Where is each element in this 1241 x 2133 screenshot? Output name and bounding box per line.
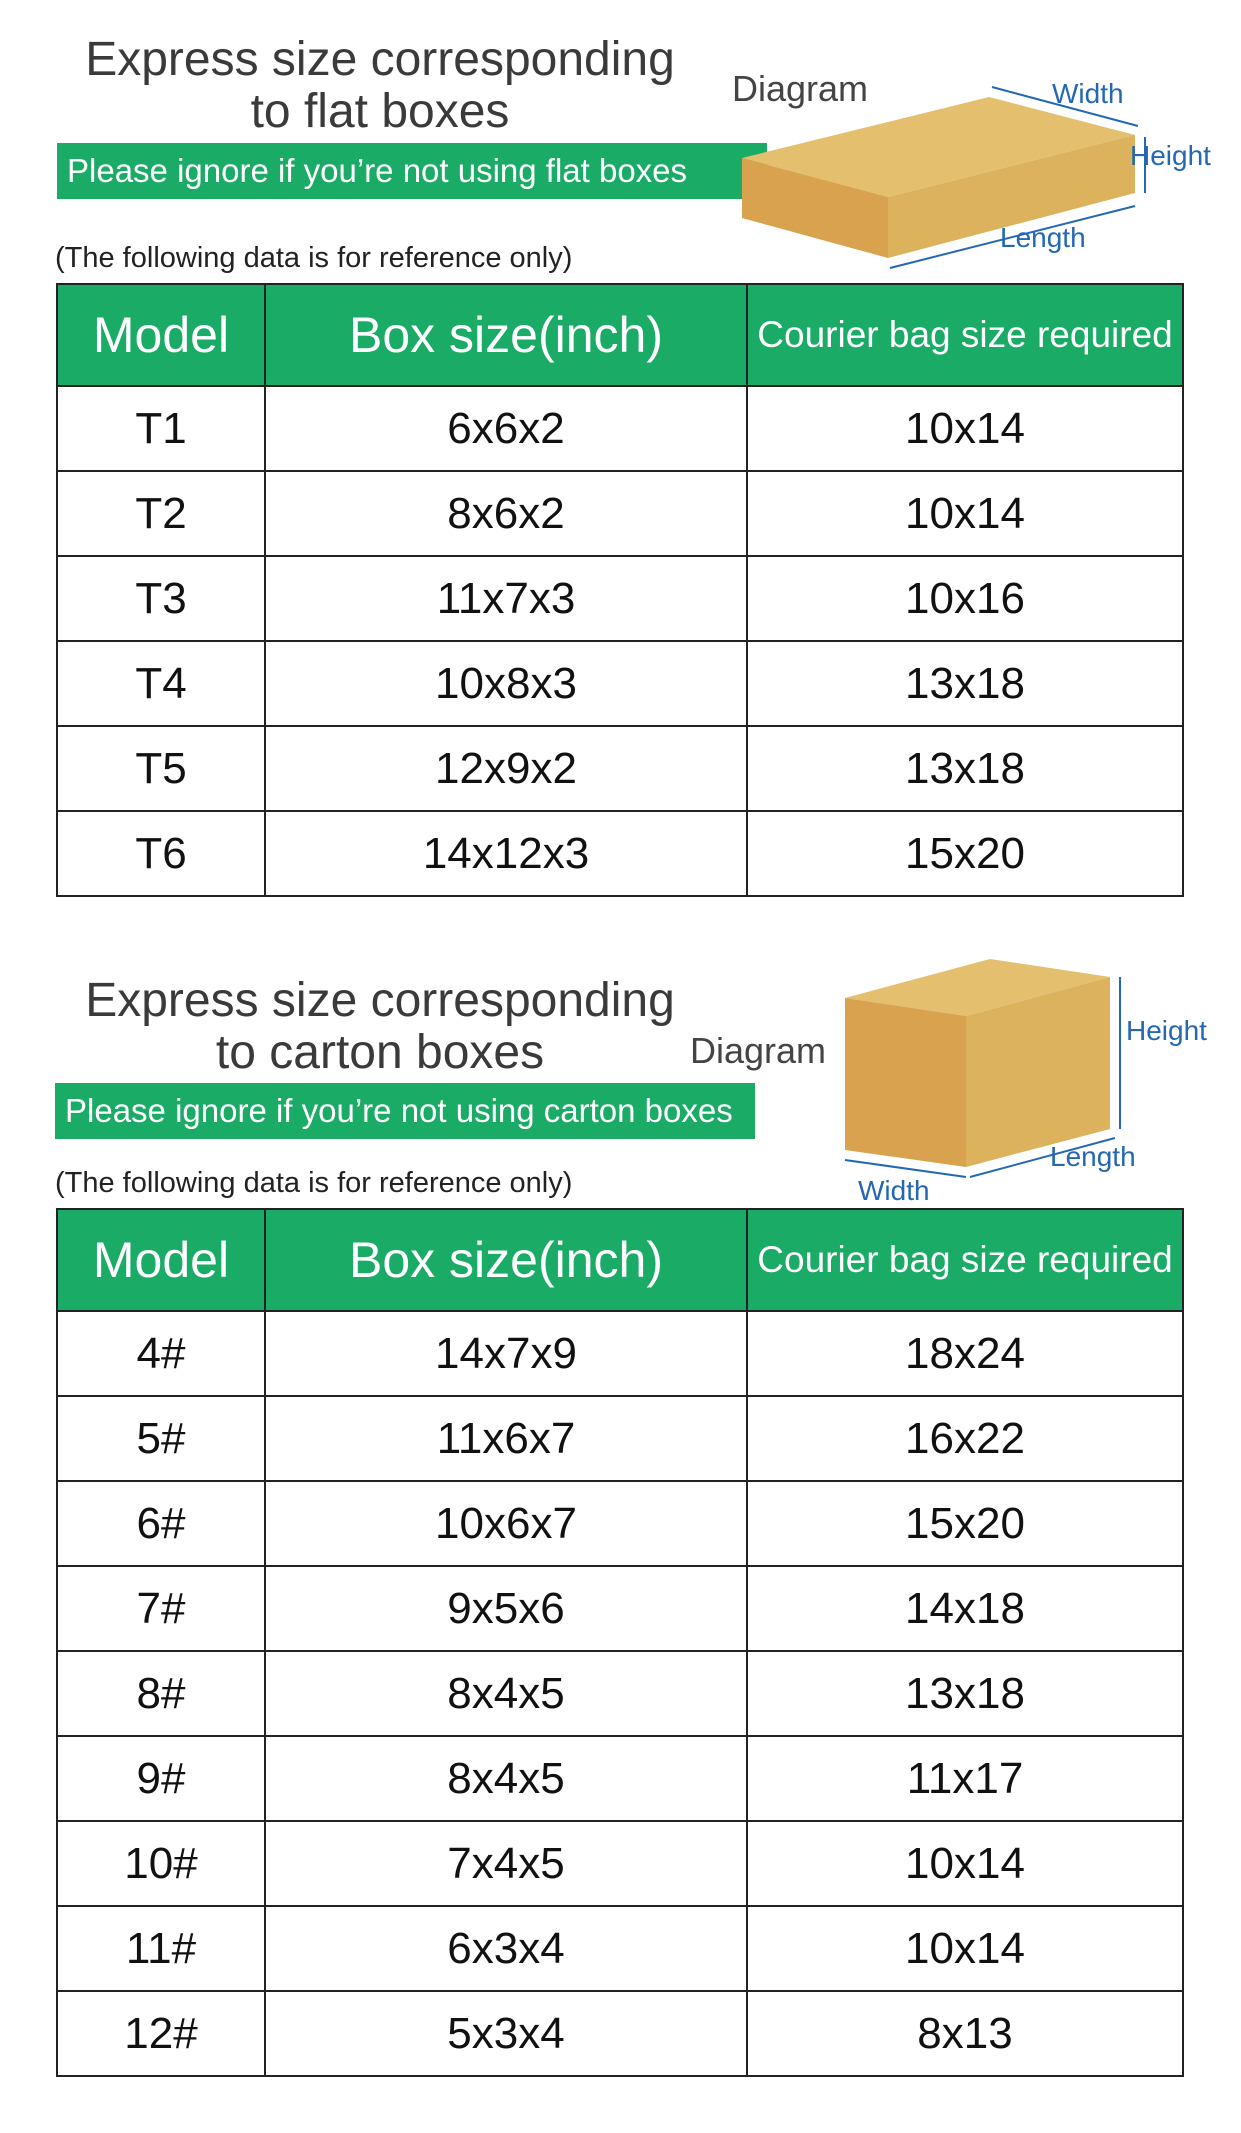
box-size-cell: 8x4x5 <box>265 1736 747 1821</box>
carton-length-label: Length <box>1050 1141 1136 1172</box>
bag-size-cell: 13x18 <box>747 726 1183 811</box>
table-row <box>57 726 1183 811</box>
header-box-size: Box size(inch) <box>265 1209 747 1311</box>
flat-width-label: Width <box>1052 78 1124 109</box>
carton-box-front-face <box>845 998 966 1167</box>
flat-box-section <box>0 0 1241 915</box>
box-size-cell: 6x6x2 <box>265 386 747 471</box>
bag-size-cell: 14x18 <box>747 1566 1183 1651</box>
model-cell: 6# <box>57 1481 265 1566</box>
table-row <box>57 556 1183 641</box>
box-size-cell: 5x3x4 <box>265 1991 747 2076</box>
table-header-row <box>57 284 1183 386</box>
box-size-cell: 8x4x5 <box>265 1651 747 1736</box>
model-cell: 9# <box>57 1736 265 1821</box>
box-size-cell: 9x5x6 <box>265 1566 747 1651</box>
flat-diagram-label: Diagram <box>732 68 869 109</box>
bag-size-cell: 15x20 <box>747 1481 1183 1566</box>
model-cell: T2 <box>57 471 265 556</box>
table-row <box>57 1481 1183 1566</box>
bag-size-cell: 18x24 <box>747 1311 1183 1396</box>
bag-size-cell: 13x18 <box>747 1651 1183 1736</box>
flat-size-table <box>56 283 1184 897</box>
flat-length-label: Length <box>1000 222 1086 253</box>
carton-box-section <box>0 935 1241 2115</box>
header-model: Model <box>57 1209 265 1311</box>
box-size-cell: 8x6x2 <box>265 471 747 556</box>
header-bag-size: Courier bag size required <box>747 1209 1183 1311</box>
carton-ignore-note: Please ignore if you’re not using carton boxes <box>55 1083 755 1139</box>
table-row <box>57 1991 1183 2076</box>
header-bag-size: Courier bag size required <box>747 284 1183 386</box>
model-cell: T4 <box>57 641 265 726</box>
model-cell: 8# <box>57 1651 265 1736</box>
carton-height-label: Height <box>1126 1015 1207 1046</box>
bag-size-cell: 10x14 <box>747 1906 1183 1991</box>
model-cell: T5 <box>57 726 265 811</box>
bag-size-cell: 16x22 <box>747 1396 1183 1481</box>
flat-ignore-note: Please ignore if you’re not using flat boxes <box>57 143 767 199</box>
box-size-cell: 12x9x2 <box>265 726 747 811</box>
model-cell: T6 <box>57 811 265 896</box>
carton-size-table <box>56 1208 1184 2077</box>
model-cell: 4# <box>57 1311 265 1396</box>
carton-width-label: Width <box>858 1175 930 1206</box>
model-cell: T3 <box>57 556 265 641</box>
bag-size-cell: 10x14 <box>747 471 1183 556</box>
table-row <box>57 811 1183 896</box>
table-row <box>57 1311 1183 1396</box>
table-row <box>57 1906 1183 1991</box>
model-cell: 10# <box>57 1821 265 1906</box>
table-row <box>57 641 1183 726</box>
flat-reference-note: (The following data is for reference only) <box>55 242 573 274</box>
model-cell: 11# <box>57 1906 265 1991</box>
header-box-size: Box size(inch) <box>265 284 747 386</box>
table-header-row <box>57 1209 1183 1311</box>
bag-size-cell: 10x14 <box>747 1821 1183 1906</box>
bag-size-cell: 13x18 <box>747 641 1183 726</box>
table-row <box>57 1821 1183 1906</box>
table-row <box>57 471 1183 556</box>
carton-reference-note: (The following data is for reference only) <box>55 1167 573 1199</box>
box-size-cell: 11x7x3 <box>265 556 747 641</box>
carton-section-title: Express size corresponding to carton boxes <box>85 974 675 1079</box>
bag-size-cell: 10x14 <box>747 386 1183 471</box>
box-size-cell: 7x4x5 <box>265 1821 747 1906</box>
flat-box-diagram <box>730 60 1210 270</box>
table-row <box>57 386 1183 471</box>
table-row <box>57 1651 1183 1736</box>
model-cell: T1 <box>57 386 265 471</box>
box-size-cell: 10x6x7 <box>265 1481 747 1566</box>
box-size-cell: 14x12x3 <box>265 811 747 896</box>
header-model: Model <box>57 284 265 386</box>
flat-section-title: Express size corresponding to flat boxes <box>85 33 675 138</box>
box-size-cell: 14x7x9 <box>265 1311 747 1396</box>
model-cell: 5# <box>57 1396 265 1481</box>
model-cell: 7# <box>57 1566 265 1651</box>
bag-size-cell: 8x13 <box>747 1991 1183 2076</box>
bag-size-cell: 11x17 <box>747 1736 1183 1821</box>
box-size-cell: 10x8x3 <box>265 641 747 726</box>
flat-height-label: Height <box>1130 140 1211 171</box>
table-row <box>57 1396 1183 1481</box>
box-size-cell: 11x6x7 <box>265 1396 747 1481</box>
carton-box-diagram <box>690 945 1210 1205</box>
bag-size-cell: 10x16 <box>747 556 1183 641</box>
carton-diagram-label: Diagram <box>690 1030 827 1071</box>
box-size-cell: 6x3x4 <box>265 1906 747 1991</box>
table-row <box>57 1566 1183 1651</box>
table-row <box>57 1736 1183 1821</box>
bag-size-cell: 15x20 <box>747 811 1183 896</box>
model-cell: 12# <box>57 1991 265 2076</box>
